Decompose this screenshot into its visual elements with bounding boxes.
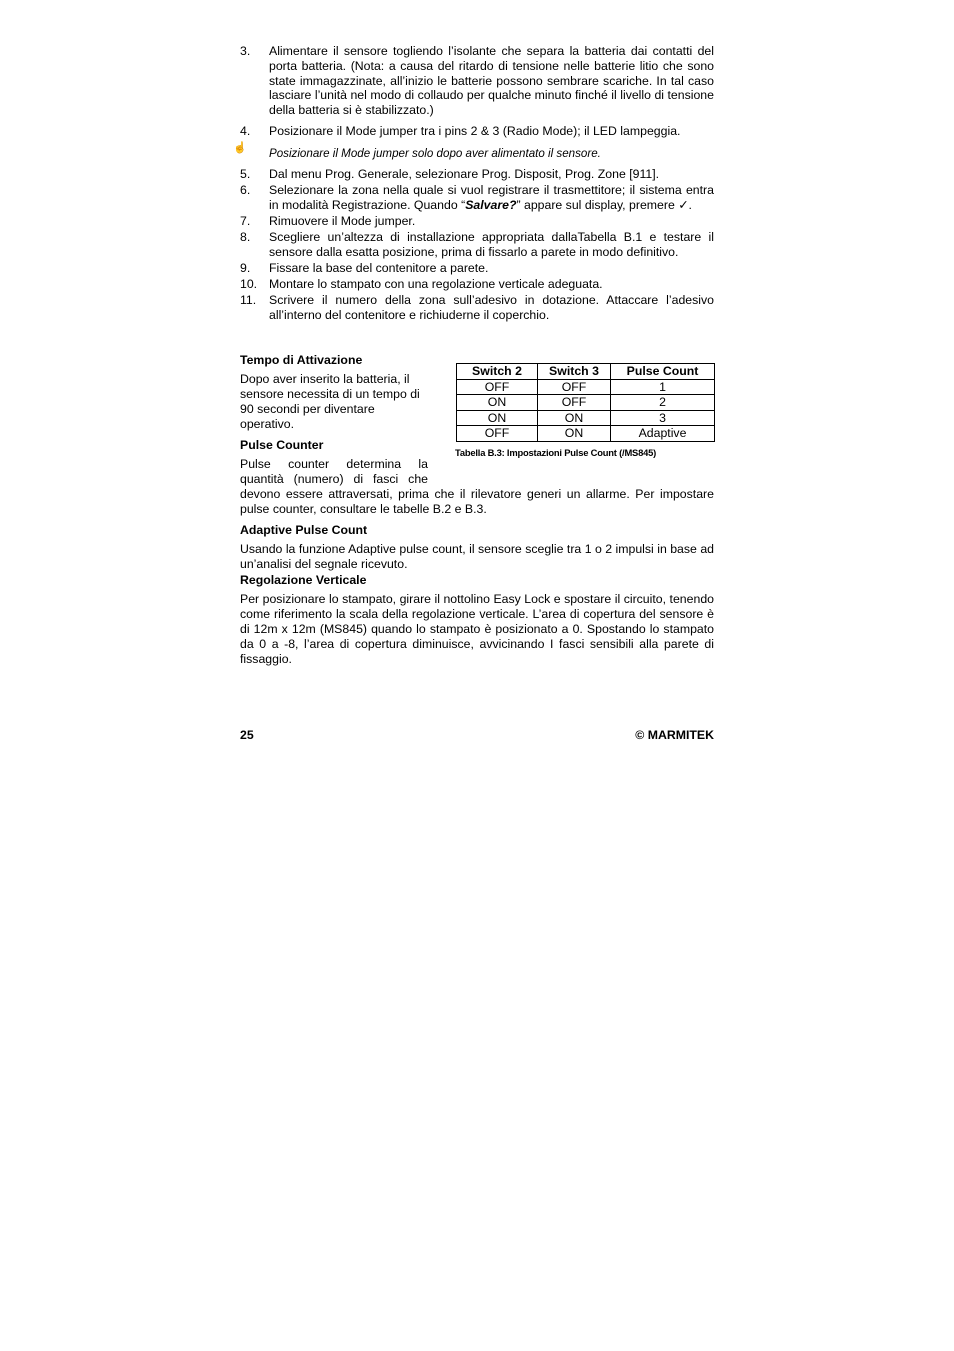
list-item: 11. Scrivere il numero della zona sull’adesivo in dotazione. Attaccare l’adesivo all’interno del contenitore e richiuderne il coperchio.: [240, 292, 714, 322]
pulse-counter-text-b: devono essere attraversati, prima che il rilevatore generi un allarme. Per impostare pulse counter, consultare le tabelle B.2 e B.3.: [240, 486, 714, 516]
document-page: [233, 44, 714, 667]
section-title-tempo: Tempo di Attivazione: [240, 352, 363, 367]
list-item: 9. Fissare la base del contenitore a parete.: [240, 260, 489, 275]
page-number: 25: [240, 728, 254, 742]
adaptive-text: Usando la funzione Adaptive pulse count, il sensore sceglie tra 1 o 2 impulsi in base ad un’analisi del segnale ricevuto.: [240, 541, 714, 571]
table-row: ON ON 3: [457, 410, 715, 426]
hand-pointing-icon: ☝: [233, 141, 247, 154]
section-title-adaptive: Adaptive Pulse Count: [240, 522, 368, 537]
list-item: 4. Posizionare il Mode jumper tra i pins 2 & 3 (Radio Mode); il LED lampeggia.: [240, 123, 681, 138]
list-item: 10. Montare lo stampato con una regolazione verticale adeguata.: [240, 276, 603, 291]
table-caption: Tabella B.3: Impostazioni Pulse Count (/MS845): [455, 447, 657, 458]
pulse-count-table: [456, 363, 715, 442]
list-item: 8. Scegliere un’altezza di installazione appropriata dallaTabella B.1 e testare il sensore dalla esatta posizione, prima di fissarlo a parete in modo definitivo.: [240, 229, 714, 259]
table-row: ON OFF 2: [457, 395, 715, 411]
regolazione-text: Per posizionare lo stampato, girare il nottolino Easy Lock e spostare il circuito, tenendo come riferimento la scala della regolazione verticale. L’area di copertura del sensore è di 12m x 12m (MS845) quando lo stampato è posizionato a 0. Spostando lo stampato da 0 a -8, l’area di copertura diminuisce, avvicinando I fasci sensibili alla parete di fissaggio.: [240, 591, 714, 666]
table-header-row: Switch 2 Switch 3 Pulse Count: [457, 364, 715, 380]
list-item: 7. Rimuovere il Mode jumper.: [240, 213, 416, 228]
section-title-regolazione: Regolazione Verticale: [240, 572, 367, 587]
tempo-text: Dopo aver inserito la batteria, il sensore necessita di un tempo di 90 secondi per diventare operativo.: [240, 371, 420, 431]
table-row: OFF ON Adaptive: [457, 426, 715, 442]
section-title-pulse-counter: Pulse Counter: [240, 437, 324, 452]
note: ☝ Posizionare il Mode jumper solo dopo aver alimentato il sensore.: [233, 141, 601, 160]
pulse-counter-text-a: Pulse counter determina la quantità (numero) di fasci che: [240, 456, 428, 486]
list-item: 5. Dal menu Prog. Generale, selezionare Prog. Disposit, Prog. Zone [911].: [240, 166, 660, 181]
copyright: © MARMITEK: [635, 728, 714, 742]
list-item: 3. Alimentare il sensore togliendo l’isolante che separa la batteria dai contatti del porta batteria. (Nota: a causa del ritardo di tensione nelle batterie litio che sono state immagazzinate, all’inizio le batterie possono sembrare scariche. In tal caso lasciare l’unità nel modo di collaudo per qualche minuto finché il livello di tensione della batteria si è stabilizzato.): [240, 44, 714, 118]
list-item: 6. Selezionare la zona nella quale si vuol registrare il trasmettitore; il sistema entra in modalità Registrazione. Quando “Salvare?” appare sul display, premere ✓.: [240, 182, 714, 212]
table-row: OFF OFF 1: [457, 379, 715, 395]
